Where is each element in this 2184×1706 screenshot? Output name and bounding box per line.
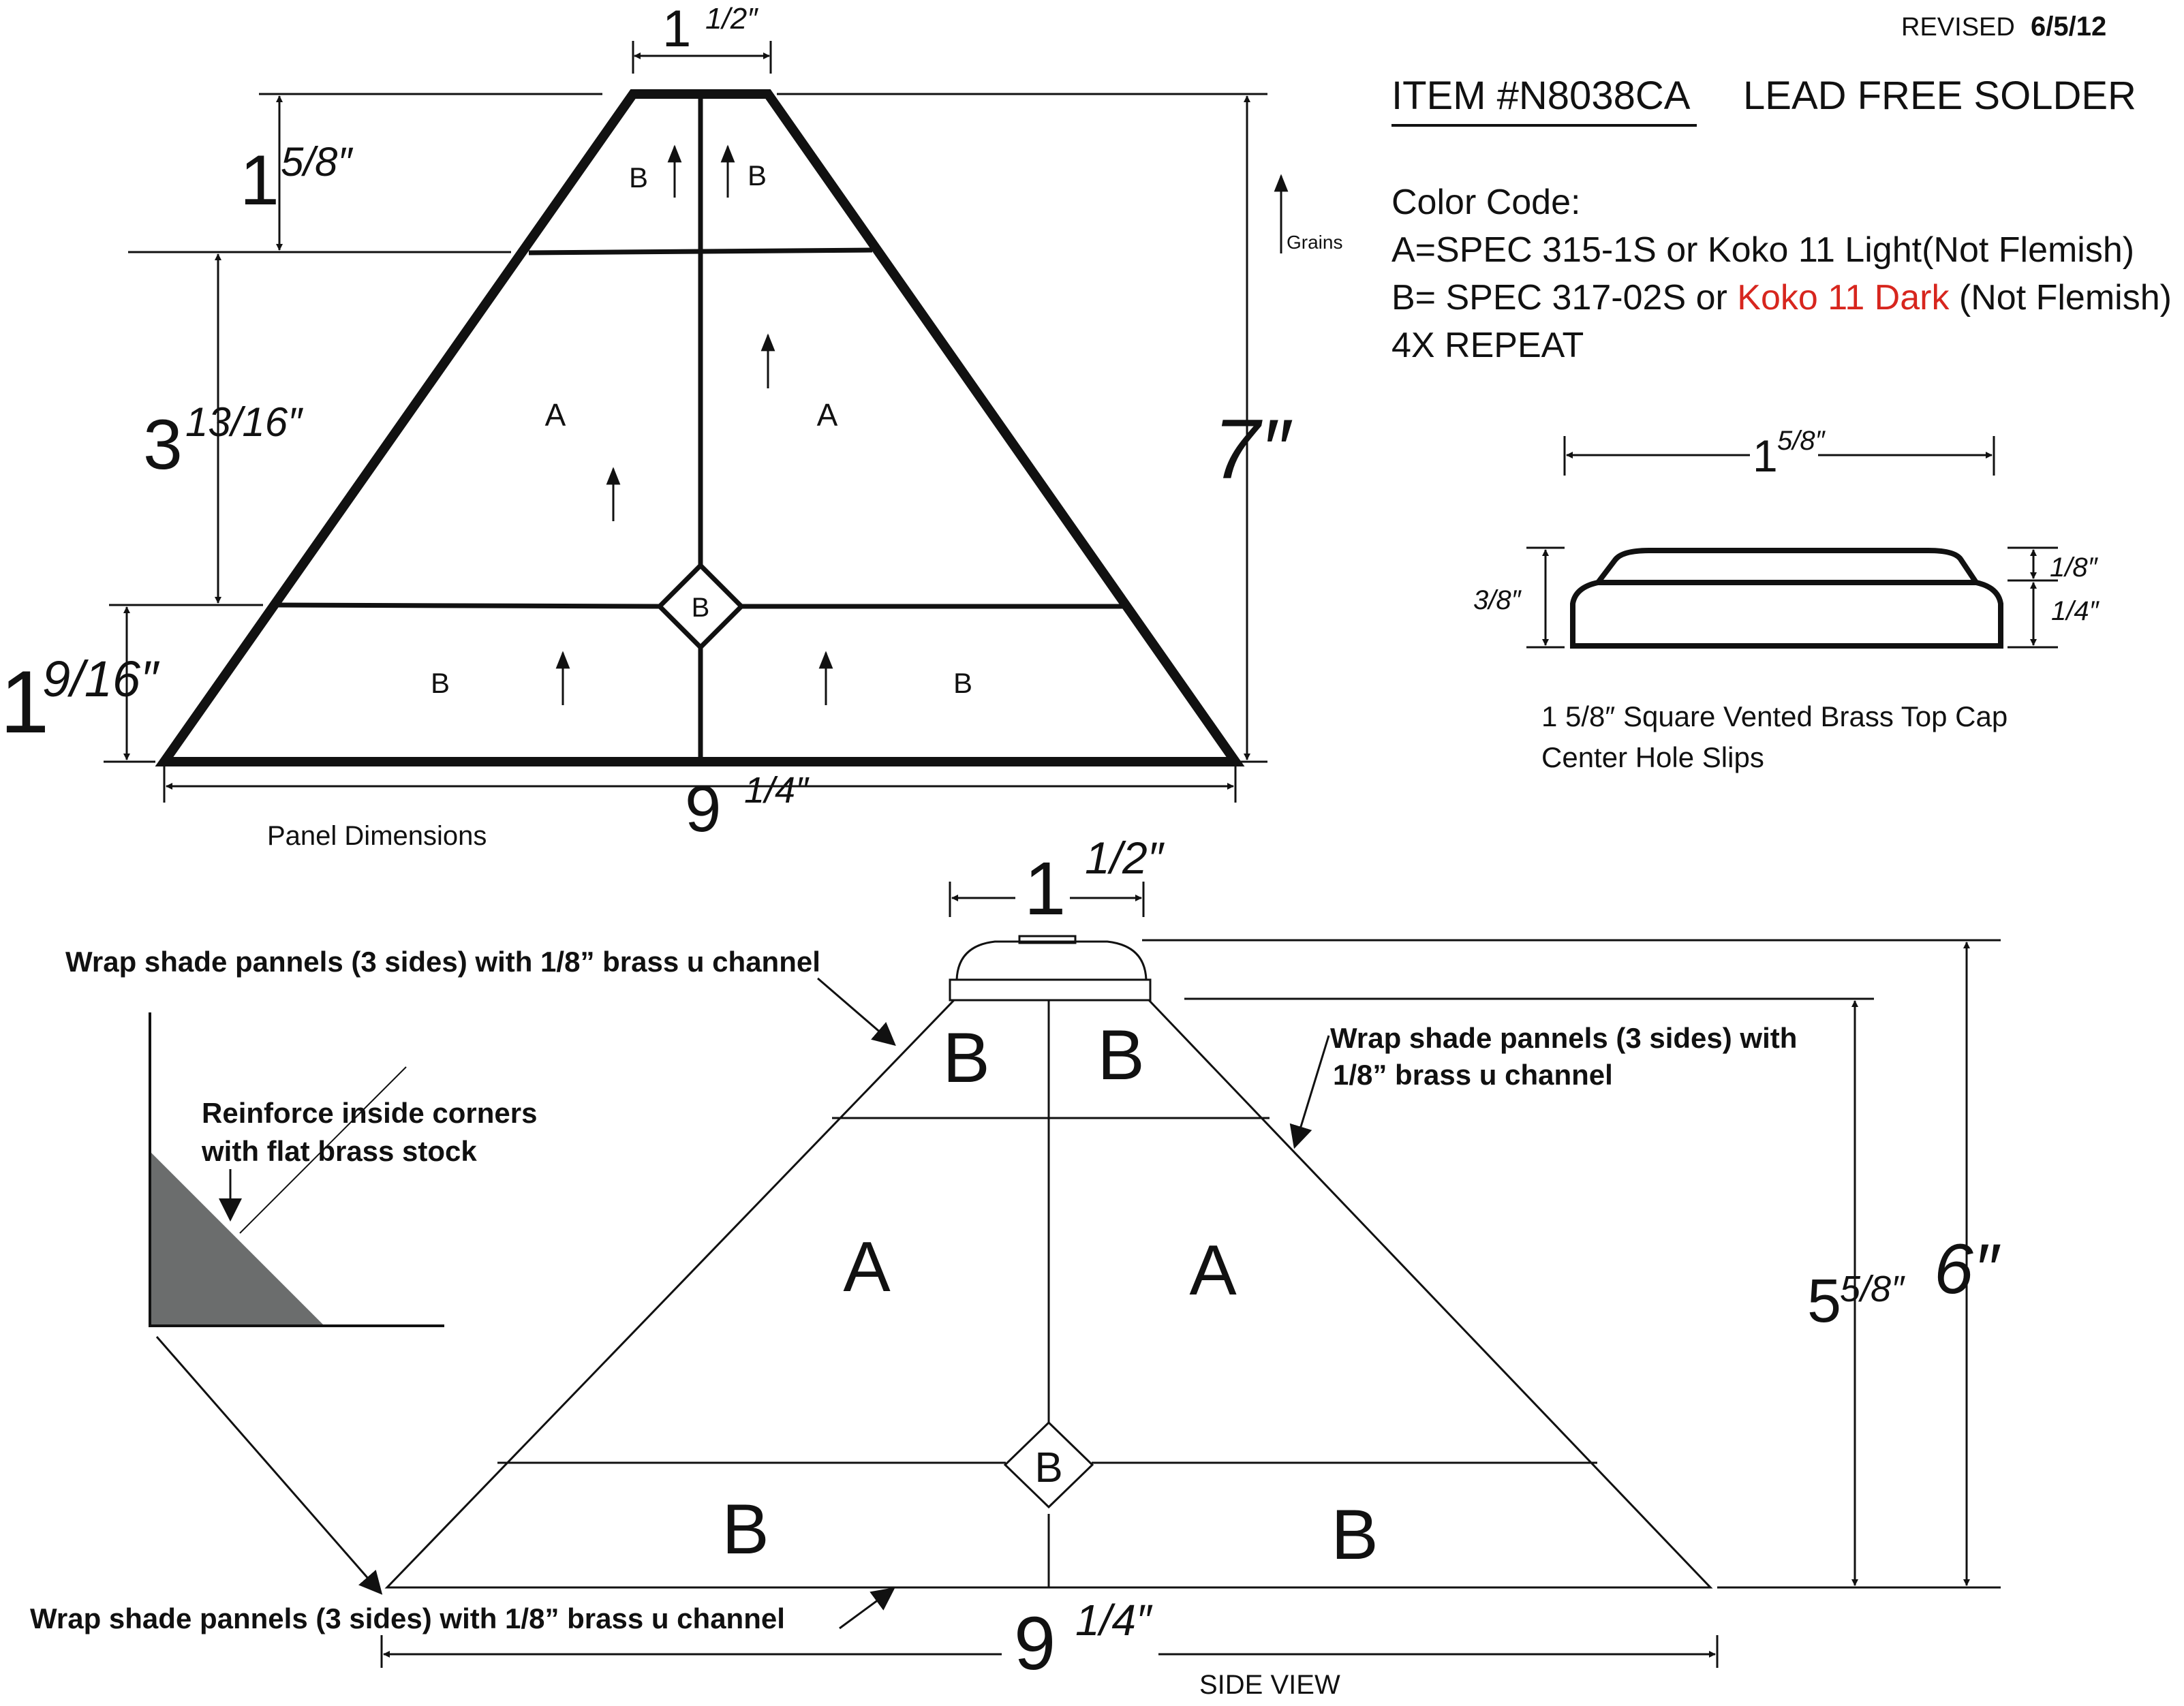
color-code-b-prefix: B= SPEC 317-02S or bbox=[1391, 278, 1738, 317]
cap-width-whole: 1 bbox=[1753, 431, 1778, 481]
dim-top-width-whole: 1 bbox=[662, 0, 692, 58]
side-view-caption: SIDE VIEW bbox=[1199, 1670, 1340, 1700]
side-height-total: 6″ bbox=[1934, 1230, 1999, 1309]
cap-desc-line2: Center Hole Slips bbox=[1541, 741, 1764, 773]
side-top-width-frac: 1/2″ bbox=[1085, 833, 1164, 883]
wrap-note-bottom-left: Wrap shade pannels (3 sides) with 1/8” brass u channel bbox=[30, 1602, 785, 1634]
dim-bottom-height-whole: 1 bbox=[0, 652, 50, 751]
dim-bottom-width-whole: 9 bbox=[685, 773, 722, 846]
wrap-note-right-2: 1/8” brass u channel bbox=[1333, 1059, 1613, 1091]
side-height-inner-frac: 5/8″ bbox=[1840, 1269, 1905, 1309]
side-diamond-label: B bbox=[1034, 1444, 1063, 1491]
inset-to-shade-arrow bbox=[157, 1337, 375, 1586]
wrap-arrow-top-left bbox=[818, 978, 887, 1038]
side-label-a-right: A bbox=[1189, 1231, 1237, 1310]
solder-note: LEAD FREE SOLDER bbox=[1743, 74, 2136, 118]
dim-top-height-whole: 1 bbox=[240, 141, 279, 220]
side-label-b-bottom-left: B bbox=[722, 1490, 769, 1569]
side-view-drawing bbox=[30, 833, 2001, 1700]
dim-top-width-frac: 1/2″ bbox=[705, 2, 758, 35]
cap-profile bbox=[1573, 583, 2001, 646]
dim-mid-height-whole: 3 bbox=[143, 405, 183, 484]
color-code-legend bbox=[1391, 183, 2172, 365]
wrap-note-right-1: Wrap shade pannels (3 sides) with bbox=[1330, 1022, 1798, 1054]
wrap-arrow-bottom bbox=[840, 1594, 886, 1628]
dim-top-height-frac: 5/8″ bbox=[281, 139, 352, 185]
side-label-a-left: A bbox=[843, 1228, 891, 1307]
color-code-b-red: Koko 11 Dark bbox=[1737, 278, 1950, 317]
panel-drawing bbox=[0, 0, 1342, 851]
panel-came-left-lower bbox=[277, 605, 660, 606]
repeat-note: 4X REPEAT bbox=[1391, 326, 1584, 365]
panel-label-b-bottom-right: B bbox=[953, 667, 973, 699]
grains-legend-label: Grains bbox=[1287, 232, 1343, 253]
wrap-arrow-right bbox=[1297, 1036, 1329, 1138]
panel-label-b-bottom-left: B bbox=[430, 667, 450, 699]
color-code-title: Color Code: bbox=[1391, 183, 1581, 222]
panel-label-b-top-right: B bbox=[747, 159, 767, 191]
revised-date: 6/5/12 bbox=[2031, 12, 2107, 42]
side-height-inner-whole: 5 bbox=[1807, 1267, 1842, 1335]
reinforce-note-2: with flat brass stock bbox=[202, 1135, 477, 1167]
side-cap-vent bbox=[1019, 936, 1075, 943]
wrap-note-top-left: Wrap shade pannels (3 sides) with 1/8” brass u channel bbox=[65, 946, 820, 978]
color-code-b-suffix: (Not Flemish) bbox=[1949, 278, 2172, 317]
panel-label-a-left: A bbox=[544, 397, 566, 433]
side-cap-dome bbox=[957, 942, 1146, 980]
cap-width-frac: 5/8″ bbox=[1777, 426, 1825, 456]
item-number: ITEM #N8038CA bbox=[1391, 74, 1691, 118]
cap-height: 3/8″ bbox=[1473, 585, 1521, 615]
top-cap-detail bbox=[1473, 426, 2100, 773]
side-top-width-whole: 1 bbox=[1024, 847, 1066, 931]
side-cap-base bbox=[950, 980, 1150, 1000]
panel-diamond-label: B bbox=[691, 593, 710, 623]
cap-dome bbox=[1598, 550, 1976, 583]
side-label-b-top-right: B bbox=[1097, 1016, 1145, 1095]
corner-reinforcement-shape bbox=[150, 1151, 324, 1326]
dim-total-height: 7″ bbox=[1213, 403, 1290, 497]
side-label-b-top-left: B bbox=[942, 1019, 990, 1098]
side-label-b-bottom-right: B bbox=[1331, 1495, 1379, 1575]
cap-lower: 1/4″ bbox=[2051, 596, 2099, 626]
side-bottom-width-whole: 9 bbox=[1014, 1602, 1056, 1686]
color-code-a: A=SPEC 315-1S or Koko 11 Light(Not Flemish) bbox=[1391, 230, 2135, 270]
side-bottom-width-frac: 1/4″ bbox=[1075, 1596, 1152, 1645]
cap-upper: 1/8″ bbox=[2050, 553, 2097, 583]
panel-caption: Panel Dimensions bbox=[267, 821, 487, 851]
dim-mid-height-frac: 13/16″ bbox=[185, 399, 303, 445]
panel-label-b-top-left: B bbox=[628, 161, 649, 193]
reinforce-note-1: Reinforce inside corners bbox=[202, 1097, 538, 1129]
color-code-b bbox=[1391, 278, 2172, 317]
dim-bottom-height-frac: 9/16″ bbox=[42, 651, 159, 707]
revised-label: REVISED bbox=[1901, 13, 2015, 42]
panel-label-a-right: A bbox=[816, 397, 838, 433]
cap-desc-line1: 1 5/8″ Square Vented Brass Top Cap bbox=[1541, 700, 2008, 732]
dim-bottom-width-frac: 1/4″ bbox=[744, 770, 809, 811]
